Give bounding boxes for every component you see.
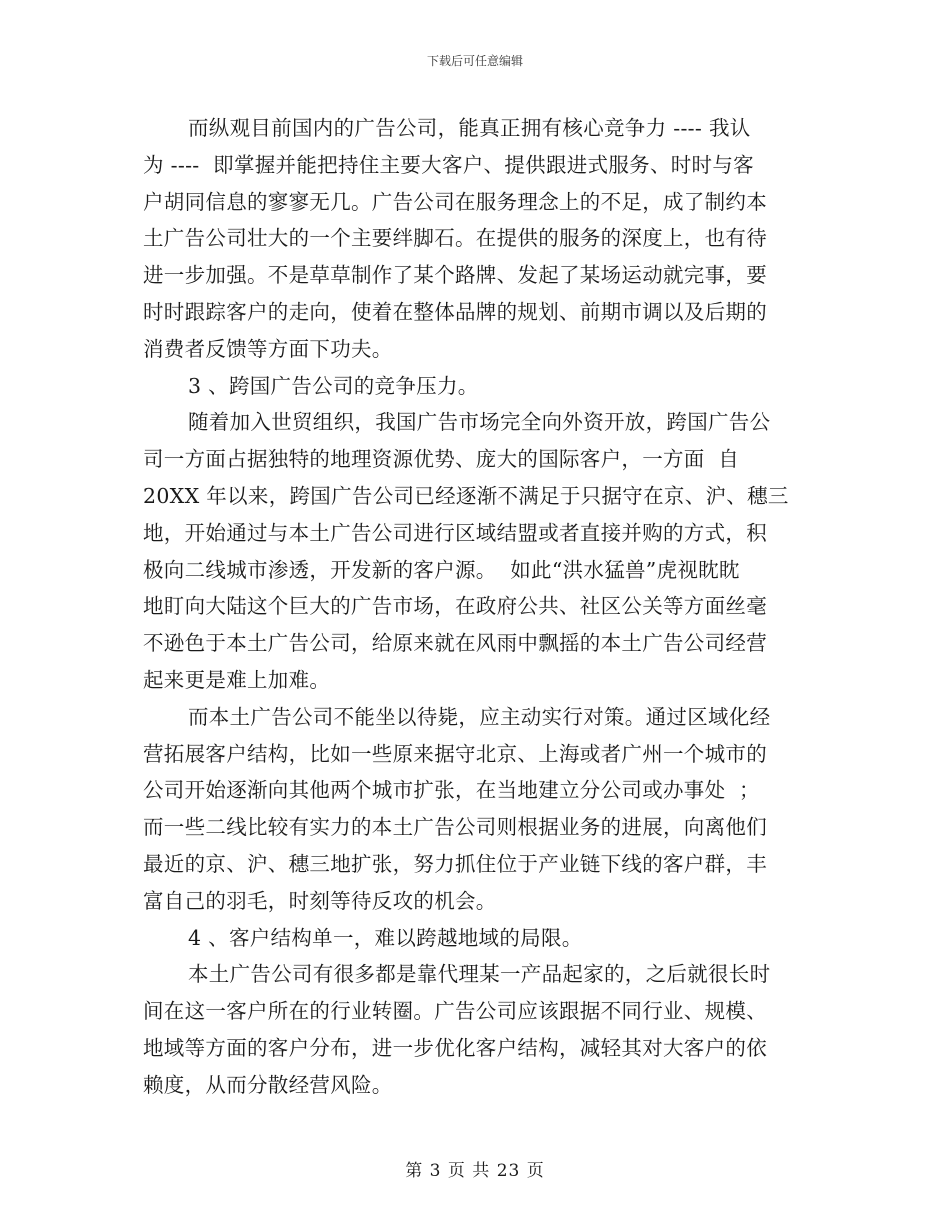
text-line: 起来更是难上加难。 xyxy=(143,667,331,692)
text-line: 4 、客户结构单一，难以跨越地域的局限。 xyxy=(188,925,583,950)
text-line: 消费者反馈等方面下功夫。 xyxy=(143,336,393,361)
text-line: 地域等方面的客户分布，进一步优化客户结构，减轻其对大客户的依 xyxy=(143,1035,767,1060)
text-line: 土广告公司壮大的一个主要绊脚石。在提供的服务的深度上，也有待 xyxy=(143,226,767,251)
text-line: 而纵观目前国内的广告公司，能真正拥有核心竞争力 ---- 我认 xyxy=(188,116,751,140)
text-line: 间在这一客户所在的行业转圈。广告公司应该跟据不同行业、规模、 xyxy=(143,999,767,1024)
text-line: 不逊色于本土广告公司，给原来就在风雨中飘摇的本土广告公司经营 xyxy=(143,631,767,656)
text-line: 公司开始逐渐向其他两个城市扩张，在当地建立分公司或办事处 ； xyxy=(143,778,760,803)
text-line: 最近的京、沪、穗三地扩张，努力抓住位于产业链下线的客户群，丰 xyxy=(143,851,767,876)
text-line: 时时跟踪客户的走向，使着在整体品牌的规划、前期市调以及后期的 xyxy=(143,299,767,324)
document-body xyxy=(143,110,805,1104)
text-line: 而本土广告公司不能坐以待毙，应主动实行对策。通过区域化经 xyxy=(188,704,771,729)
text-line: 户胡同信息的寥寥无几。广告公司在服务理念上的不足，成了制约本 xyxy=(143,189,767,214)
text-line: 极向二线城市渗透，开发新的客户源。 如此“洪水猛兽”虎视眈眈 xyxy=(143,557,740,582)
text-line: 地盯向大陆这个巨大的广告市场，在政府公共、社区公关等方面丝毫 xyxy=(143,594,767,619)
text-line: 为 ---- 即掌握并能把持住主要大客户、提供跟进式服务、时时与客 xyxy=(143,152,754,177)
text-line: 本土广告公司有很多都是靠代理某一产品起家的，之后就很长时 xyxy=(188,962,771,987)
text-line: 司一方面占据独特的地理资源优势、庞大的国际客户，一方面 自 xyxy=(143,447,740,472)
text-line: 而一些二线比较有实力的本土广告公司则根据业务的进展，向离他们 xyxy=(143,815,767,840)
text-line: 3 、跨国广告公司的竞争压力。 xyxy=(188,373,479,398)
text-line: 随着加入世贸组织，我国广告市场完全向外资开放，跨国广告公 xyxy=(188,410,771,435)
text-line: 进一步加强。不是草草制作了某个路牌、发起了某场运动就完事，要 xyxy=(143,263,767,288)
page-footer: 第 3 页 共 23 页 xyxy=(405,1161,545,1181)
page-header: 下载后可任意编辑 xyxy=(426,54,523,68)
text-line: 赖度，从而分散经营风险。 xyxy=(143,1072,393,1097)
text-line: 富自己的羽毛，时刻等待反攻的机会。 xyxy=(143,888,497,913)
text-line: 营拓展客户结构，比如一些原来据守北京、上海或者广州一个城市的 xyxy=(143,741,767,766)
text-line: 地，开始通过与本土广告公司进行区域结盟或者直接并购的方式，积 xyxy=(143,520,767,545)
text-line: 20XX 年以来，跨国广告公司已经逐渐不满足于只据守在京、沪、穗三 xyxy=(143,483,789,508)
